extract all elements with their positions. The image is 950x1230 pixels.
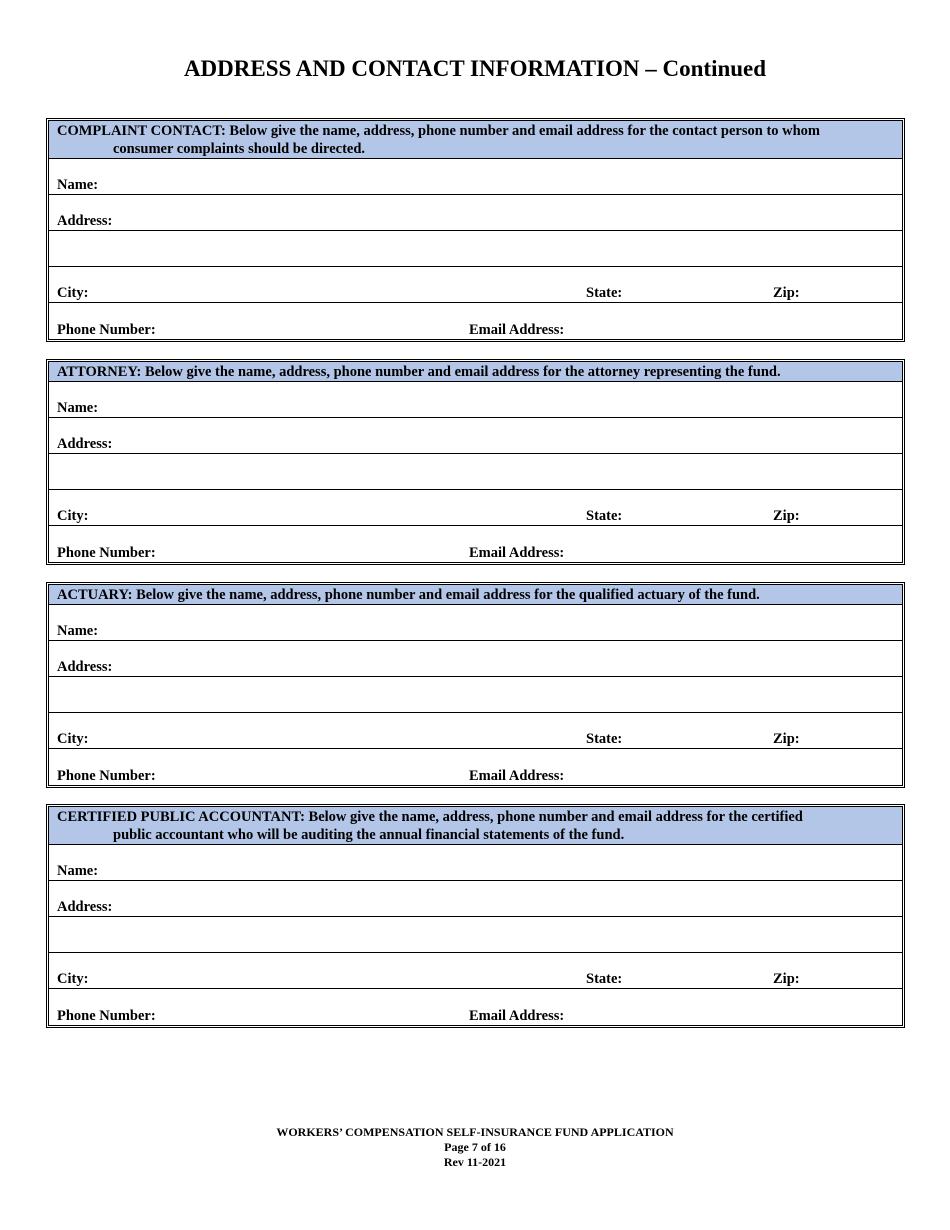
zip-label: Zip: — [773, 285, 800, 301]
city-state-zip-row[interactable] — [49, 490, 902, 526]
footer-page-number: Page 7 of 16 — [444, 1140, 506, 1154]
zip-label: Zip: — [773, 731, 800, 747]
name-label: Name: — [57, 863, 99, 879]
address-line2-row[interactable] — [49, 917, 902, 953]
phone-email-row[interactable] — [49, 989, 902, 1025]
address-row[interactable] — [49, 881, 902, 917]
address-label: Address: — [57, 436, 113, 452]
name-row[interactable] — [49, 845, 902, 881]
section-heading-line1: ATTORNEY: Below give the name, address, phone number and email address for the attorney representing the fund. — [57, 364, 781, 380]
section-heading-line2: consumer complaints should be directed. — [113, 141, 366, 157]
phone-email-row[interactable] — [49, 303, 902, 339]
section-heading-line1: COMPLAINT CONTACT: Below give the name, address, phone number and email address for the contact person to whom — [57, 123, 821, 139]
city-state-zip-row[interactable] — [49, 267, 902, 303]
phone-label: Phone Number: — [57, 322, 156, 338]
city-label: City: — [57, 971, 89, 987]
address-row[interactable] — [49, 418, 902, 454]
name-label: Name: — [57, 623, 99, 639]
state-label: State: — [586, 508, 623, 524]
name-row[interactable] — [49, 382, 902, 418]
section-header — [49, 121, 902, 159]
footer-revision: Rev 11-2021 — [443, 1155, 507, 1169]
page-title: ADDRESS AND CONTACT INFORMATION – Continued — [183, 56, 767, 81]
address-line2-row[interactable] — [49, 677, 902, 713]
city-label: City: — [57, 731, 89, 747]
section-header — [49, 585, 902, 605]
zip-label: Zip: — [773, 971, 800, 987]
phone-email-row[interactable] — [49, 749, 902, 785]
address-row[interactable] — [49, 641, 902, 677]
address-label: Address: — [57, 899, 113, 915]
section-heading-line1: ACTUARY: Below give the name, address, phone number and email address for the qualified actuary of the fund. — [57, 587, 760, 603]
phone-label: Phone Number: — [57, 545, 156, 561]
state-label: State: — [586, 971, 623, 987]
address-line2-row[interactable] — [49, 231, 902, 267]
complaint-contact-section — [46, 118, 905, 342]
attorney-section — [46, 359, 905, 565]
state-label: State: — [586, 285, 623, 301]
section-header — [49, 807, 902, 845]
phone-email-row[interactable] — [49, 526, 902, 562]
section-heading-line2: public accountant who will be auditing the annual financial statements of the fund. — [113, 827, 625, 843]
address-line2-row[interactable] — [49, 454, 902, 490]
city-state-zip-row[interactable] — [49, 953, 902, 989]
state-label: State: — [586, 731, 623, 747]
email-label: Email Address: — [469, 322, 565, 338]
city-label: City: — [57, 285, 89, 301]
name-row[interactable] — [49, 605, 902, 641]
actuary-section — [46, 582, 905, 788]
name-label: Name: — [57, 177, 99, 193]
email-label: Email Address: — [469, 545, 565, 561]
footer-form-title: WORKERS’ COMPENSATION SELF-INSURANCE FUND APPLICATION — [276, 1125, 674, 1139]
section-heading-line1: CERTIFIED PUBLIC ACCOUNTANT: Below give the name, address, phone number and email address for the certified — [57, 809, 803, 825]
name-row[interactable] — [49, 159, 902, 195]
city-label: City: — [57, 508, 89, 524]
zip-label: Zip: — [773, 508, 800, 524]
email-label: Email Address: — [469, 768, 565, 784]
page-footer — [0, 1125, 950, 1170]
address-row[interactable] — [49, 195, 902, 231]
city-state-zip-row[interactable] — [49, 713, 902, 749]
email-label: Email Address: — [469, 1008, 565, 1024]
address-label: Address: — [57, 213, 113, 229]
section-header — [49, 362, 902, 382]
address-label: Address: — [57, 659, 113, 675]
name-label: Name: — [57, 400, 99, 416]
cpa-section — [46, 804, 905, 1028]
phone-label: Phone Number: — [57, 1008, 156, 1024]
phone-label: Phone Number: — [57, 768, 156, 784]
